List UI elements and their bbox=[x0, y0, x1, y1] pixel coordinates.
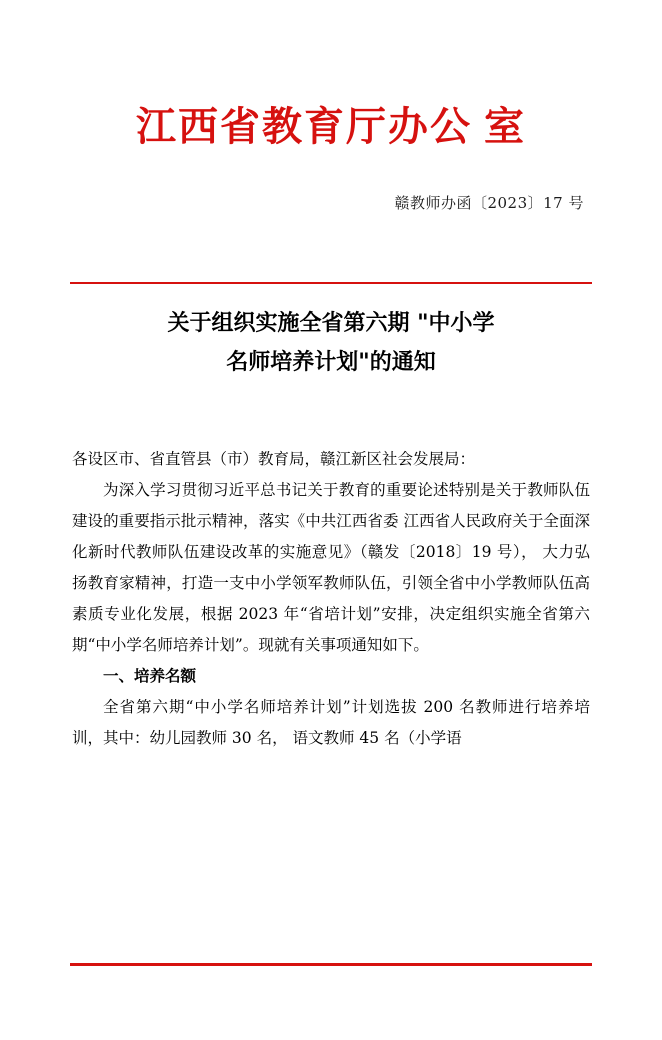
body-paragraph-1: 为深入学习贯彻习近平总书记关于教育的重要论述特别是关于教师队伍建设的重要指示批示精神，落实《中共江西省委 江西省人民政府关于全面深化新时代教师队伍建设改革的实施意见》（赣发〔2018〕19 号）， 大力弘扬教育家精神，打造一支中小学领军教师队伍，引领全省中小学教师队伍高素质专业化发展，根据 2023 年“省培计划”安排，决定组织实施全省第六期“中小学名师培养计划”。现就有关事项通知如下。 bbox=[72, 481, 590, 654]
red-divider-bottom bbox=[70, 963, 592, 966]
document-title-line1: 关于组织实施全省第六期 "中小学 bbox=[167, 311, 495, 336]
org-name-part1: 江西省教育厅办公 bbox=[136, 104, 472, 150]
document-page bbox=[0, 104, 662, 1040]
document-title-line2: 名师培养计划"的通知 bbox=[226, 349, 436, 375]
document-body bbox=[72, 444, 590, 754]
red-divider-top bbox=[70, 282, 592, 284]
document-title bbox=[72, 305, 590, 382]
masthead bbox=[72, 104, 590, 150]
document-number: 赣教师办函〔2023〕17 号 bbox=[394, 194, 584, 212]
section-1-paragraph: 全省第六期“中小学名师培养计划”计划选拔 200 名教师进行培养培训，其中：幼儿园教师 30 名， 语文教师 45 名（小学语 bbox=[72, 698, 590, 747]
addressee-line: 各设区市、省直管县（市）教育局，赣江新区社会发展局： bbox=[72, 450, 476, 468]
section-heading-1: 一、培养名额 bbox=[103, 667, 197, 685]
document-number-row bbox=[72, 192, 590, 213]
issuing-organization-title bbox=[72, 104, 590, 150]
org-name-part2: 室 bbox=[484, 104, 526, 150]
